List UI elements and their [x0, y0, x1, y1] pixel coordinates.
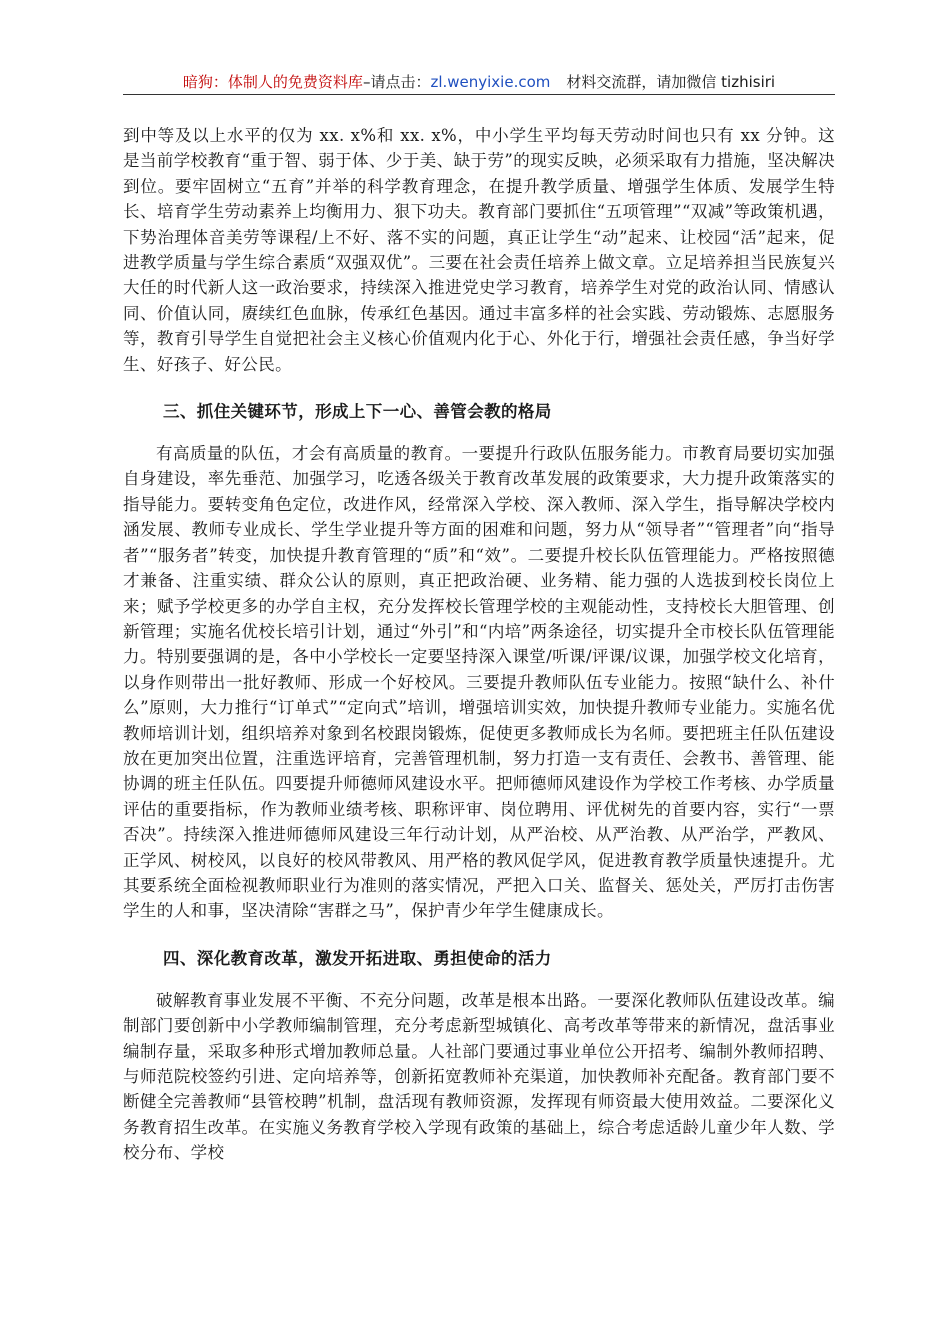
body-paragraph: 到中等及以上水平的仅为 xx. x%和 xx. x%，中小学生平均每天劳动时间也只有 xx 分钟。这是当前学校教育“重于智、弱于体、少于美、缺于劳”的现实反映，必须采取有力措施，坚决解决到位。要牢固树立“五育”并举的科学教育理念，在提升教学质量、增强学生体质、发展学生特长、培育学生劳动素养上均衡用力、狠下功夫。教育部门要抓住“五项管理”“双减”等政策机遇，下势治理体音美劳等课程/上不好、落不实的问题，真正让学生“动”起来、让校园“活”起来，促进教学质量与学生综合素质“双强双优”。三要在社会责任培养上做文章。立足培养担当民族复兴大任的时代新人这一政治要求，持续深入推进党史学习教育，培养学生对党的政治认同、情感认同、价值认同，赓续红色血脉，传承红色基因。通过丰富多样的社会实践、劳动锻炼、志愿服务等，教育引导学生自觉把社会主义核心价值观内化于心、外化于行，增强社会责任感，争当好学生、好孩子、好公民。	[123, 126, 835, 374]
section-heading-4: 四、深化教育改革，激发开拓进取、勇担使命的活力	[163, 948, 552, 968]
page-header	[123, 70, 835, 95]
body-paragraph: 破解教育事业发展不平衡、不充分问题，改革是根本出路。一要深化教师队伍建设改革。编制部门要创新中小学教师编制管理，充分考虑新型城镇化、高考改革等带来的新情况，盘活事业编制存量，采取多种形式增加教师总量。人社部门要通过事业单位公开招考、编制外教师招聘、与师范院校签约引进、定向培养等，创新拓宽教师补充渠道，加快教师补充配备。教育部门要不断健全完善教师“县管校聘”机制，盘活现有教师资源，发挥现有师资最大使用效益。二要深化义务教育招生改革。在实施义务教育学校入学现有政策的基础上，综合考虑适龄儿童少年人数、学校分布、学校	[123, 990, 835, 1163]
section-heading-3: 三、抓住关键环节，形成上下一心、善管会教的格局	[163, 402, 552, 422]
body-paragraph: 有高质量的队伍，才会有高质量的教育。一要提升行政队伍服务能力。市教育局要切实加强自身建设，率先垂范、加强学习，吃透各级关于教育改革发展的政策要求，大力提升政策落实的指导能力。要转变角色定位，改进作风，经常深入学校、深入教师、深入学生，指导解决学校内涵发展、教师专业成长、学生学业提升等方面的困难和问题，努力从“领导者”“管理者”向“指导者”“服务者”转变，加快提升教育管理的“质”和“效”。二要提升校长队伍管理能力。严格按照德才兼备、注重实绩、群众公认的原则，真正把政治硬、业务精、能力强的人选拔到校长岗位上来；赋予学校更多的办学自主权，充分发挥校长管理学校的主观能动性，支持校长大胆管理、创新管理；实施名优校长培引计划，通过“外引”和“内培”两条途径，切实提升全市校长队伍管理能力。特别要强调的是，各中小学校长一定要坚持深入课堂/听课/评课/议课，加强学校文化培育，以身作则带出一批好教师、形成一个好校风。三要提升教师队伍专业能力。按照“缺什么、补什么”原则，大力推行“订单式”“定向式”培训，增强培训实效，加快提升教师专业能力。实施名优教师培训计划，组织培养对象到名校跟岗锻炼，促使更多教师成长为名师。要把班主任队伍建设放在更加突出位置，注重选评培育，完善管理机制，努力打造一支有责任、会教书、善管理、能协调的班主任队伍。四要提升师德师风建设水平。把师德师风建设作为学校工作考核、办学质量评估的重要指标，作为教师业绩考核、职称评审、岗位聘用、评优树先的首要内容，实行“一票否决”。持续深入推进师德师风建设三年行动计划，从严治校、从严治教、从严治学，严教风、正学风、树校风，以良好的校风带教风、用严格的教风促学风，促进教育教学质量快速提升。尤其要系统全面检视教师职业行为准则的落实情况，严把入口关、监督关、惩处关，严厉打击伤害学生的人和事，坚决清除“害群之马”，保护青少年学生健康成长。	[123, 444, 835, 921]
header-group-text: 材料交流群，请加微信 tizhisiri	[566, 73, 776, 91]
header-link[interactable]: zl.wenyixie.com	[430, 73, 551, 91]
document-body	[123, 123, 835, 1166]
header-click-text: –请点击：	[362, 73, 431, 91]
header-brand: 暗狗：体制人的免费资料库	[182, 73, 363, 91]
